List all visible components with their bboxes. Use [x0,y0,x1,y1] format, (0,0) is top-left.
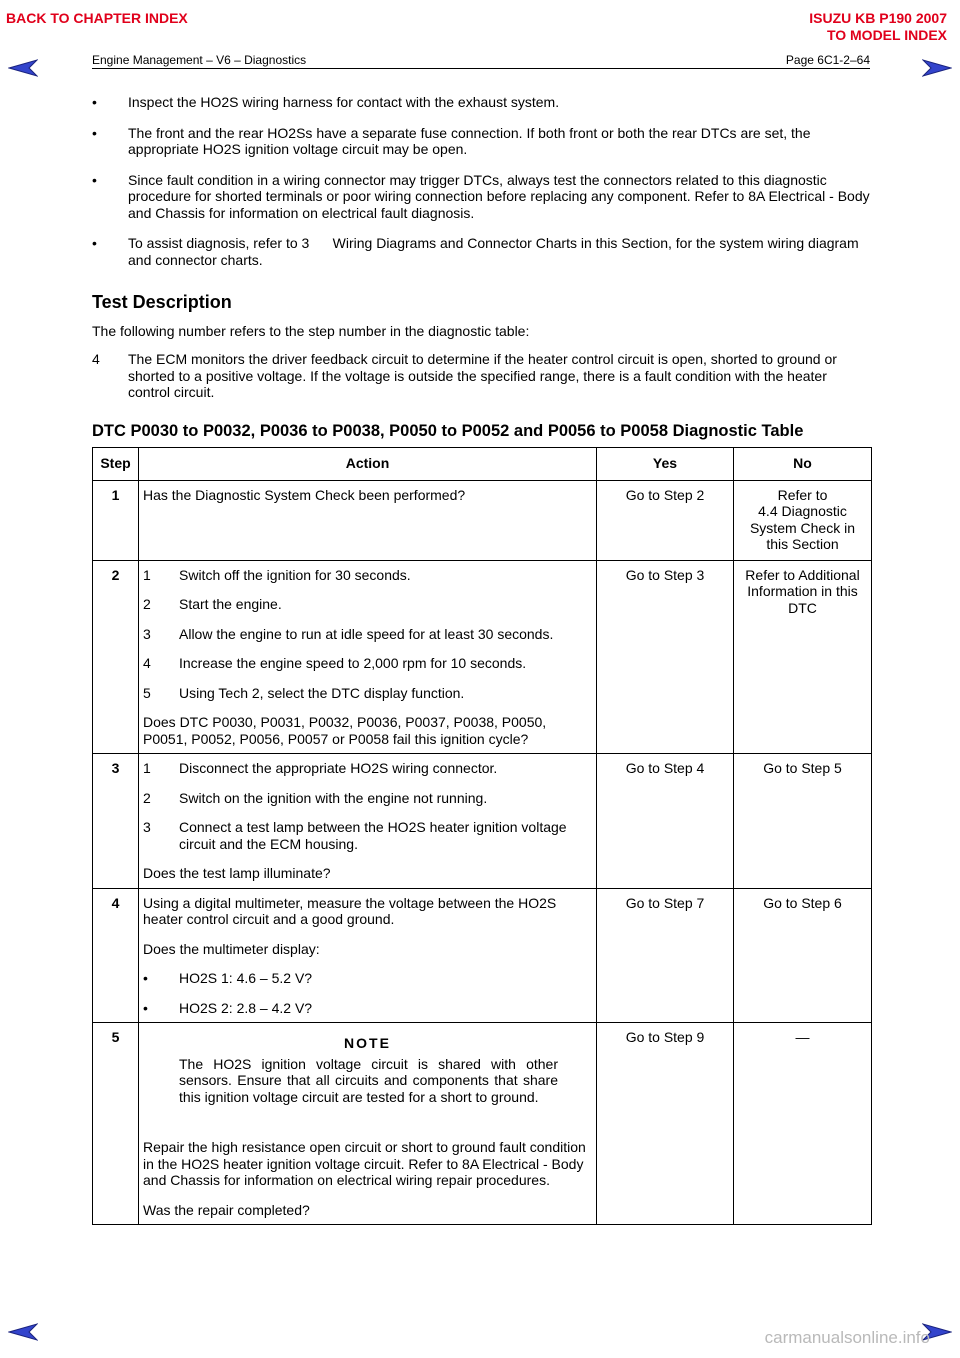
table-row [93,1023,872,1225]
substep: 1 Switch off the ignition for 30 seconds. [143,566,411,583]
action-cell [139,888,597,1023]
question: Does the multimeter display: [143,940,320,957]
bullet-icon: • [143,999,148,1016]
no-cell: Refer to Additional Information in this DTC [734,560,872,754]
substep: 2 Switch on the ignition with the engine not running. [143,789,488,806]
yes-cell: Go to Step 3 [597,560,734,754]
yes-cell: Go to Step 9 [597,1023,734,1225]
next-page-arrow-icon[interactable] [922,58,952,78]
model-title-link[interactable]: ISUZU KB P190 2007 [809,10,947,26]
model-index-link[interactable] [809,10,947,44]
header-no: No [734,448,872,481]
running-header-title: Engine Management – V6 – Diagnostics [92,53,307,67]
previous-page-arrow-icon[interactable] [8,58,38,78]
no-cell: Go to Step 5 [734,754,872,889]
list-item: • HO2S 2: 2.8 – 4.2 V? [143,999,313,1016]
action-cell: Has the Diagnostic System Check been performed? [139,480,597,560]
item-number: 4 [92,351,100,367]
note-title: NOTE [344,1035,391,1051]
header-yes: Yes [597,448,734,481]
bullet-icon: • [143,970,148,986]
list-item: • To assist diagnosis, refer to 3 Wiring Diagrams and Connector Charts in this Section, for the system wiring diagram and connector charts. [92,235,863,268]
list-item: • HO2S 1: 4.6 – 5.2 V? [143,970,313,986]
to-model-index-link[interactable]: TO MODEL INDEX [826,27,947,43]
substep: 3 Connect a test lamp between the HO2S heater ignition voltage circuit and the ECM housing. [143,819,567,852]
previous-page-arrow-icon-bottom[interactable] [8,1322,38,1342]
test-description-heading: Test Description [92,292,232,312]
table-row [93,560,872,754]
list-item: • Since fault condition in a wiring connector may trigger DTCs, always test the connectors related to this diagnostic procedure for shorted terminals or poor wiring connection before replacing any component. Refer to 8A Electrical - Body and Chassis for information on electrical fault diagnosis. [92,171,870,221]
bullet-icon: • [92,124,97,141]
no-cell: Go to Step 6 [734,888,872,1023]
watermark: carmanualsonline.info [764,1328,930,1347]
no-cell: — [734,1023,872,1225]
table-row [93,754,872,889]
item-text: The ECM monitors the driver feedback circuit to determine if the heater control circuit is open, shorted to ground or shorted to a positive voltage. If the voltage is outside the specified range, there is a fault condition with the heater control circuit. [128,351,837,400]
step-number: 4 [93,888,139,1023]
bullet-icon: • [92,235,97,251]
step-number: 2 [93,560,139,754]
instruction: Using a digital multimeter, measure the voltage between the HO2S heater control circuit and a good ground. [143,894,557,927]
header-action: Action [139,448,597,481]
action-cell [139,1023,597,1225]
back-to-chapter-index-link[interactable]: BACK TO CHAPTER INDEX [6,10,188,26]
bullet-icon: • [92,171,97,188]
substep: 5 Using Tech 2, select the DTC display function. [143,684,465,701]
no-cell: Refer to 4.4 Diagnostic System Check in this Section [734,480,872,560]
list-item: • The front and the rear HO2Ss have a separate fuse connection. If both front or both the rear DTCs are set, the appropriate HO2S ignition voltage circuit may be open. [92,124,811,157]
step-number: 5 [93,1023,139,1225]
yes-cell: Go to Step 2 [597,480,734,560]
diagnostic-table [92,447,872,1225]
page-content [92,94,872,1225]
yes-cell: Go to Step 4 [597,754,734,889]
test-description-item [92,351,872,401]
header-rule [92,68,870,69]
substep: 3 Allow the engine to run at idle speed for at least 30 seconds. [143,625,554,642]
question: Does the test lamp illuminate? [143,865,331,881]
table-header-row [93,448,872,481]
substep: 1 Disconnect the appropriate HO2S wiring connector. [143,760,498,776]
page-number: Page 6C1-2–64 [785,53,870,67]
substep: 4 Increase the engine speed to 2,000 rpm for 10 seconds. [143,655,527,671]
table-row [93,480,872,560]
question: Was the repair completed? [143,1201,310,1218]
test-description-intro: The following number refers to the step number in the diagnostic table: [92,322,530,339]
substep: 2 Start the engine. [143,596,282,612]
step-number: 1 [93,480,139,560]
bullet-icon: • [92,94,97,110]
instruction: Repair the high resistance open circuit or short to ground fault condition in the HO2S heater ignition voltage circuit. Refer to 8A Electrical - Body and Chassis for information on electrical wiring repair procedures. [143,1139,586,1188]
action-cell [139,754,597,889]
step-number: 3 [93,754,139,889]
diagnostic-table-title: DTC P0030 to P0032, P0036 to P0038, P0050 to P0052 and P0056 to P0058 Diagnostic Table [92,421,804,440]
question: Does DTC P0030, P0031, P0032, P0036, P0037, P0038, P0050, P0051, P0052, P0056, P0057 or P0058 fail this ignition cycle? [143,714,547,747]
header-step: Step [93,448,139,481]
note-body: The HO2S ignition voltage circuit is shared with other sensors. Ensure that all circuits and components that share this ignition voltage circuit are tested for a short to ground. [179,1055,558,1105]
bullet-list [92,94,872,268]
action-cell [139,560,597,754]
list-item: • Inspect the HO2S wiring harness for contact with the exhaust system. [92,94,560,110]
yes-cell: Go to Step 7 [597,888,734,1023]
table-row [93,888,872,1023]
